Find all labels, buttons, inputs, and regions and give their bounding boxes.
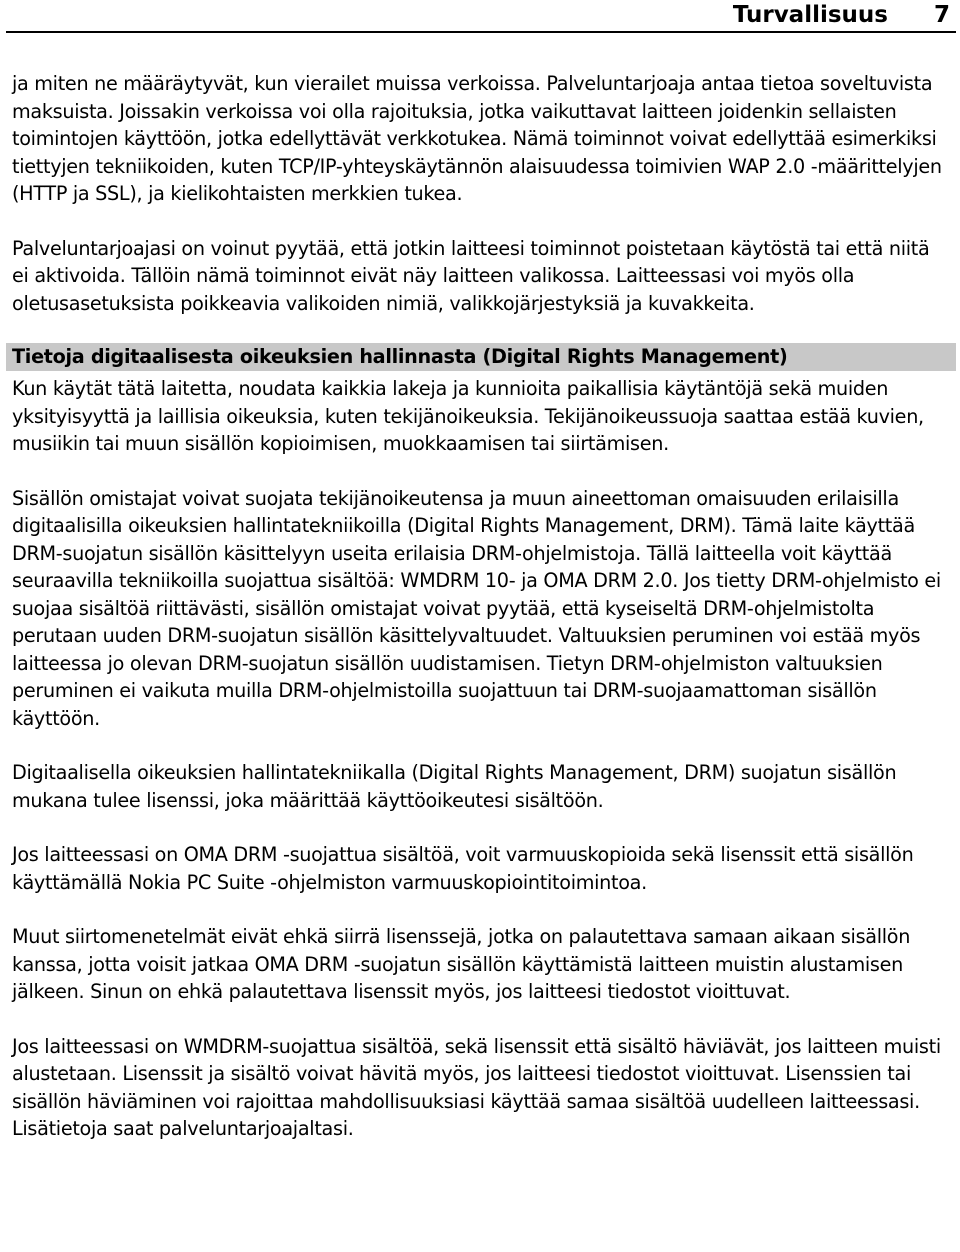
paragraph-spacer — [12, 458, 948, 485]
page-number: 7 — [933, 2, 950, 28]
paragraph-spacer — [12, 732, 948, 759]
paragraph-spacer — [12, 814, 948, 841]
header-rule — [6, 31, 956, 33]
drm-paragraph-5: Muut siirtomenetelmät eivät ehkä siirrä lisenssejä, jotka on palautettava samaan aikaan sisällön kanssa, jotta voisit jatkaa OMA DRM -suojatun sisällön käyttämistä laitteen muistin alustamisen jälkeen. Sinun on ehkä palautettava lisenssit myös, jos laitteesi tiedostot vioittuvat. — [12, 925, 911, 1003]
paragraph-spacer — [12, 1006, 948, 1033]
paragraph-spacer — [12, 896, 948, 923]
section-title: Turvallisuus — [732, 2, 888, 28]
intro-paragraph-2: Palveluntarjoajasi on voinut pyytää, että jotkin laitteesi toiminnot poistetaan käytöstä tai että niitä ei aktivoida. Tällöin nämä toiminnot eivät näy laitteen valikossa. Laitteessasi voi myös olla oletusasetuksista poikkeavia valikoiden nimiä, valikkojärjestyksiä ja kuvakkeita. — [12, 236, 930, 315]
drm-paragraph-6: Jos laitteessasi on WMDRM-suojattua sisältöä, sekä lisenssit että sisältö häviävät, jos laitteen muisti alustetaan. Lisenssit ja sisältö voivat hävitä myös, jos laitteesi tiedostot vioittuvat. Lisenssien tai sisällön häviäminen voi rajoittaa mahdollisuuksiasi käyttää samaa sisältöä uudelleen laitteessasi. Lisätietoja saat palveluntarjoajaltasi. — [12, 1034, 941, 1140]
drm-paragraph-2: Sisällön omistajat voivat suojata tekijänoikeutensa ja muun aineettoman omaisuuden erilaisilla digitaalisilla oikeuksien hallintatekniikoilla (Digital Rights Management, DRM). Tämä laite käyttää DRM-suojatun sisällön käsittelyyn useita erilaisia DRM-ohjelmistoja. Tällä laitteella voit käyttää seuraavilla tekniikoilla suojattua sisältöä: WMDRM 10- ja OMA DRM 2.0. Jos tietty DRM-ohjelmisto ei suojaa sisältöä riittävästi, sisällön omistajat voivat pyytää, että kyseiseltä DRM-ohjelmistolta perutaan uuden DRM-suojatun sisällön käsittelyvaltuudet. Valtuuksien peruminen voi estää myös laitteessa jo olevan DRM-suojatun sisällön uudistamisen. Tietyn DRM-ohjelmiston valtuuksien peruminen ei vaikuta muilla DRM-ohjelmistoilla suojattuun tai DRM-suojaamattoman sisällön käyttöön. — [12, 486, 941, 730]
drm-section-heading: Tietoja digitaalisesta oikeuksien hallinnasta (Digital Rights Management) — [6, 343, 956, 371]
drm-paragraph-4: Jos laitteessasi on OMA DRM -suojattua sisältöä, voit varmuuskopioida sekä lisenssit että sisällön käyttämällä Nokia PC Suite -ohjelmiston varmuuskopiointitoimintoa. — [12, 843, 914, 894]
page-content — [12, 70, 948, 1143]
running-header — [733, 0, 950, 30]
paragraph-spacer — [12, 208, 948, 235]
drm-paragraph-1: Kun käytät tätä laitetta, noudata kaikkia lakeja ja kunnioita paikallisia käytäntöjä sekä muiden yksityisyyttä ja laillisia oikeuksia, kuten tekijänoikeuksia. Tekijänoikeussuoja saattaa estää kuvien, musiikin tai muun sisällön kopioimisen, muokkaamisen tai siirtämisen. — [12, 377, 924, 455]
drm-paragraph-3: Digitaalisella oikeuksien hallintatekniikalla (Digital Rights Management, DRM) suojatun sisällön mukana tulee lisenssi, joka määrittää käyttöoikeutesi sisältöön. — [12, 761, 897, 812]
intro-paragraph-1: ja miten ne määräytyvät, kun vierailet muissa verkoissa. Palveluntarjoaja antaa tietoa soveltuvista maksuista. Joissakin verkoissa voi olla rajoituksia, jotka vaikuttavat laitteen joidenkin sellaisten toimintojen käyttöön, jotka edellyttävät verkkotukea. Nämä toiminnot voivat edellyttää esimerkiksi tiettyjen tekniikoiden, kuten TCP/IP-yhteyskäytännön alaisuudessa toimivien WAP 2.0 -määrittelyjen (HTTP ja SSL), ja kielikohtaisten merkkien tukea. — [12, 72, 942, 205]
